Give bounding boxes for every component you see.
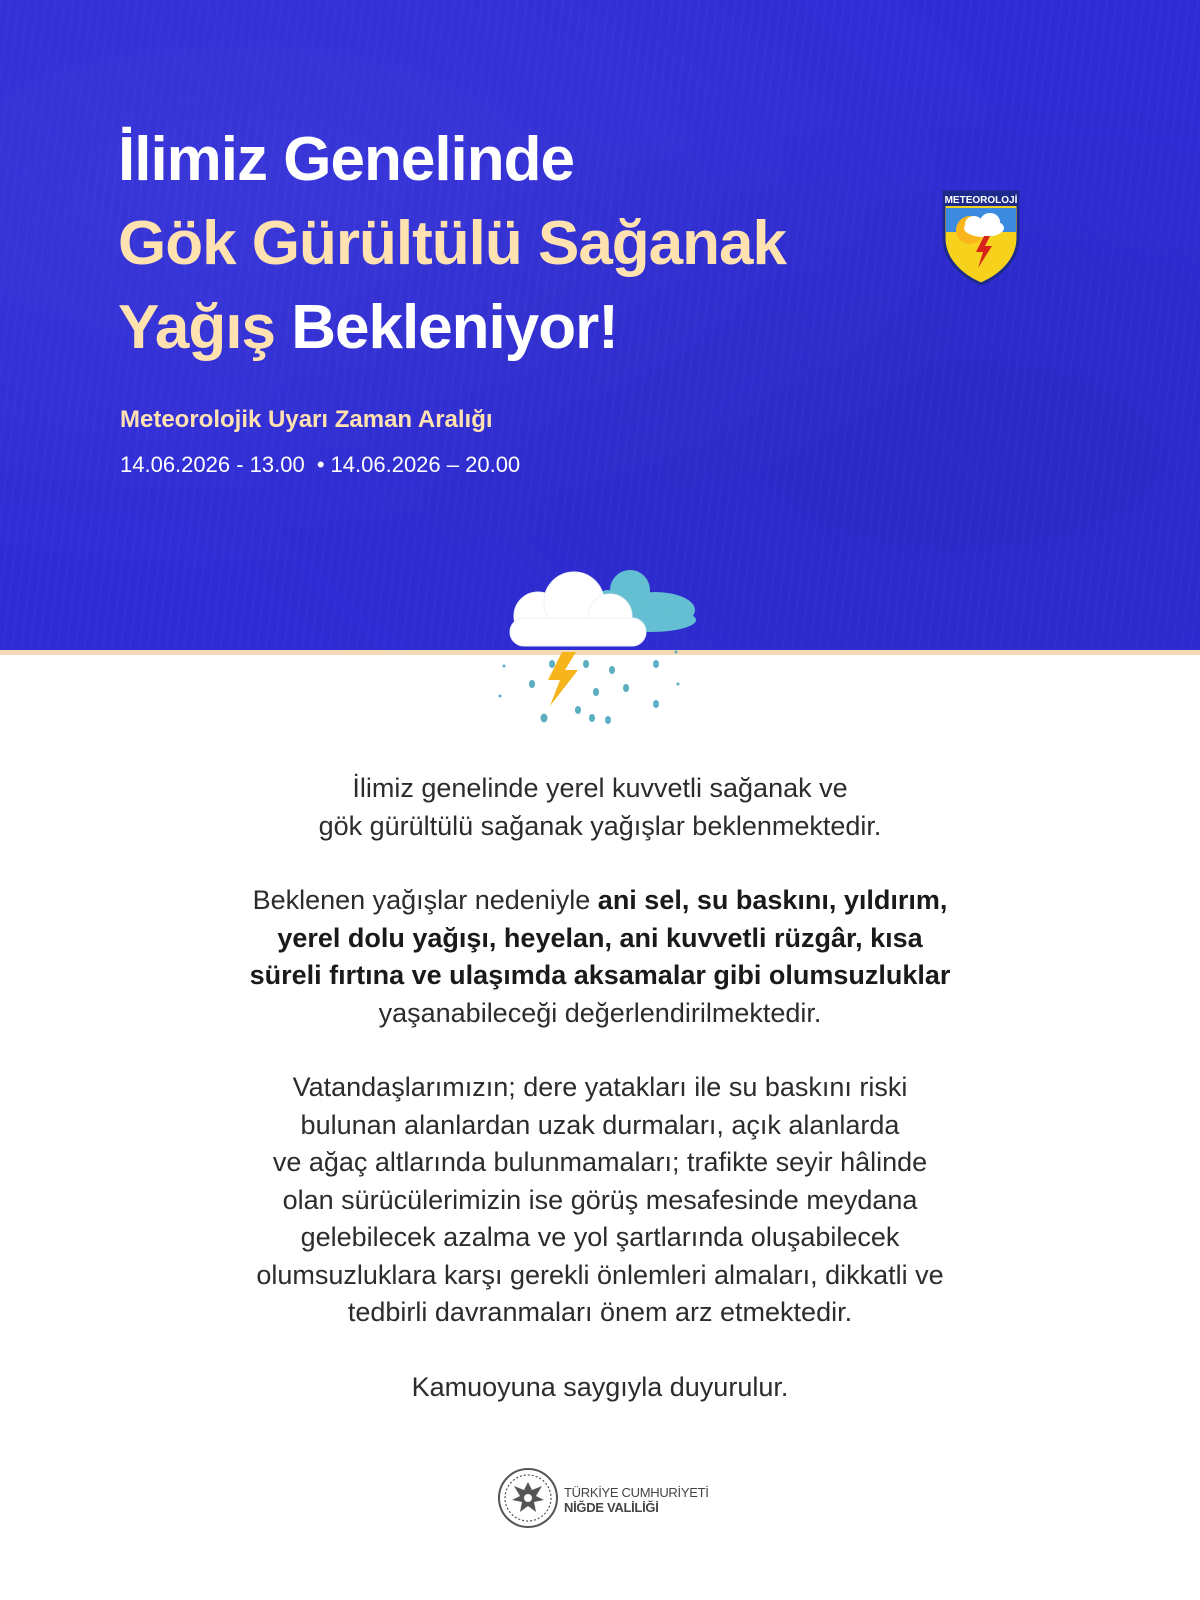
range-end: 14.06.2026 – 20.00 bbox=[330, 452, 521, 477]
warning-period-range bbox=[120, 452, 520, 478]
p3-line: olumsuzluklara karşı gerekli önlemleri almaları, dikkatli ve bbox=[256, 1259, 944, 1290]
p3-line: olan sürücülerimizin ise görüş mesafesinde meydana bbox=[282, 1184, 918, 1215]
p3-line: gelebilecek azalma ve yol şartlarında oluşabilecek bbox=[300, 1222, 900, 1252]
p3-line: ve ağaç altlarında bulunmamaları; trafikte seyir hâlinde bbox=[272, 1147, 928, 1177]
p2-bold-3: süreli fırtına ve ulaşımda aksamalar gibi olumsuzluklar bbox=[249, 960, 951, 990]
title-line-2: Gök Gürültülü Sağanak bbox=[118, 209, 786, 278]
paragraph-3 bbox=[150, 1069, 1050, 1332]
footer-text bbox=[564, 1485, 709, 1515]
p2-outro: yaşanabileceği değerlendirilmektedir. bbox=[378, 997, 822, 1028]
p2-bold-2: yerel dolu yağışı, heyelan, ani kuvvetli rüzgâr, kısa bbox=[277, 922, 923, 953]
title-rest: Bekleniyor! bbox=[275, 293, 618, 362]
p2-intro: Beklenen yağışlar nedeniyle bbox=[252, 885, 598, 915]
title-highlight: Yağış bbox=[118, 293, 275, 362]
meteorology-shield-icon bbox=[940, 186, 1022, 286]
range-start: 14.06.2026 - 13.00 bbox=[120, 452, 305, 477]
title-line-1: İlimiz Genelinde bbox=[118, 125, 574, 194]
p2-bold-1: ani sel, su baskını, yıldırım, bbox=[597, 885, 948, 915]
footer-line-2: NİĞDE VALİLİĞİ bbox=[564, 1500, 659, 1515]
p3-line: bulunan alanlardan uzak durmaları, açık alanlarda bbox=[300, 1109, 900, 1140]
p1-line-1: İlimiz genelinde yerel kuvvetli sağanak ve bbox=[352, 773, 848, 803]
p1-line-2: gök gürültülü sağanak yağışlar beklenmektedir. bbox=[318, 810, 882, 841]
paragraph-1 bbox=[150, 770, 1050, 845]
p3-line: tedbirli davranmaları önem arz etmektedir. bbox=[347, 1297, 853, 1327]
p3-line: Vatandaşlarımızın; dere yatakları ile su baskını riski bbox=[292, 1072, 908, 1102]
range-separator: • bbox=[316, 452, 325, 477]
announcement-body bbox=[150, 770, 1050, 1406]
logo-text: METEOROLOJİ bbox=[944, 195, 1018, 206]
hero-banner bbox=[0, 0, 1200, 650]
footer-line-1: TÜRKİYE CUMHURİYETİ bbox=[564, 1485, 709, 1500]
paragraph-2 bbox=[150, 882, 1050, 1032]
storm-cloud-icon bbox=[480, 560, 720, 750]
page-title bbox=[118, 118, 786, 370]
paragraph-closing: Kamuoyuna saygıyla duyurulur. bbox=[411, 1371, 789, 1402]
warning-period-label: Meteorolojik Uyarı Zaman Aralığı bbox=[120, 406, 493, 433]
footer-signature bbox=[496, 1466, 736, 1534]
state-emblem-icon bbox=[496, 1466, 560, 1530]
title-line-3 bbox=[118, 286, 786, 370]
